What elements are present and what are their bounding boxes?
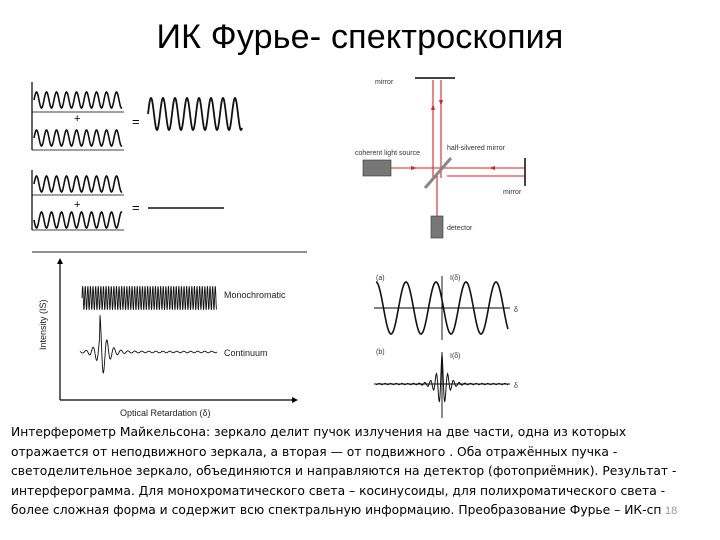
caption-line: светоделительное зеркало, объединяются и направляются на детектор (фотоприёмник). Результат - — [11, 464, 677, 479]
caption-text — [11, 423, 711, 521]
x-axis-label: Optical Retardation (δ) — [120, 408, 211, 418]
monochromatic-label: Monochromatic — [224, 290, 286, 300]
arrow-icon — [431, 104, 435, 110]
y-axis-label: Intensity (IS) — [38, 299, 48, 350]
detector-label: detector — [447, 225, 473, 232]
wave-row-bottom — [32, 170, 224, 230]
plus-sign: + — [74, 199, 81, 211]
wave-row-top — [32, 82, 242, 150]
arrow-icon — [57, 258, 63, 264]
sine-wave-2 — [34, 130, 122, 146]
interferogram-plot — [32, 250, 307, 420]
sine-wave-3 — [34, 176, 122, 192]
mirror-right-label: mirror — [503, 189, 522, 196]
panel-a-label: (a) — [376, 275, 385, 282]
cosine-interferogram-figure — [372, 272, 527, 420]
wave-superposition-figure — [24, 70, 264, 250]
michelson-interferometer-diagram — [355, 70, 535, 245]
axis-top-label: I(δ) — [450, 275, 461, 282]
mirror-top-label: mirror — [375, 79, 394, 86]
arrow-icon — [411, 166, 417, 170]
light-source-box — [363, 160, 391, 176]
sine-wave-4 — [34, 212, 122, 228]
arrow-icon — [292, 397, 298, 403]
panel-b-label: (b) — [376, 349, 385, 356]
axis-bot-label: I(δ) — [450, 353, 461, 360]
page-number: 18 — [665, 505, 678, 517]
slide-title: ИК Фурье- спектроскопия — [156, 18, 564, 56]
caption-line: интерферограмма. Для монохроматического света – косинусоиды, для полихроматического света - — [11, 483, 666, 498]
detector-box — [431, 216, 443, 238]
continuum-label: Continuum — [224, 348, 268, 358]
beam-splitter-label: half-silvered mirror — [447, 145, 505, 152]
sine-wave-1 — [34, 92, 122, 108]
monochromatic-trace — [82, 286, 217, 310]
x-top-label: δ — [514, 307, 518, 314]
sum-wave-constructive — [148, 98, 242, 130]
equals-sign: = — [132, 200, 140, 215]
continuum-trace — [80, 315, 217, 373]
caption-line: отражается от неподвижного зеркала, а вторая — от подвижного . Оба отражённых пучка - — [11, 444, 618, 459]
beam-splitter — [425, 158, 451, 188]
arrow-icon — [439, 100, 443, 106]
arrow-icon — [489, 166, 495, 170]
source-label: coherent light source — [355, 150, 420, 157]
x-bot-label: δ — [514, 383, 518, 390]
equals-sign: = — [132, 114, 140, 129]
plus-sign: + — [74, 113, 81, 125]
caption-line: Интерферометр Майкельсона: зеркало делит пучок излучения на две части, одна из которых — [11, 425, 627, 439]
caption-line: более сложная форма и содержит всю спектральную информацию. Преобразование Фурье – ИК-сп — [11, 503, 662, 518]
